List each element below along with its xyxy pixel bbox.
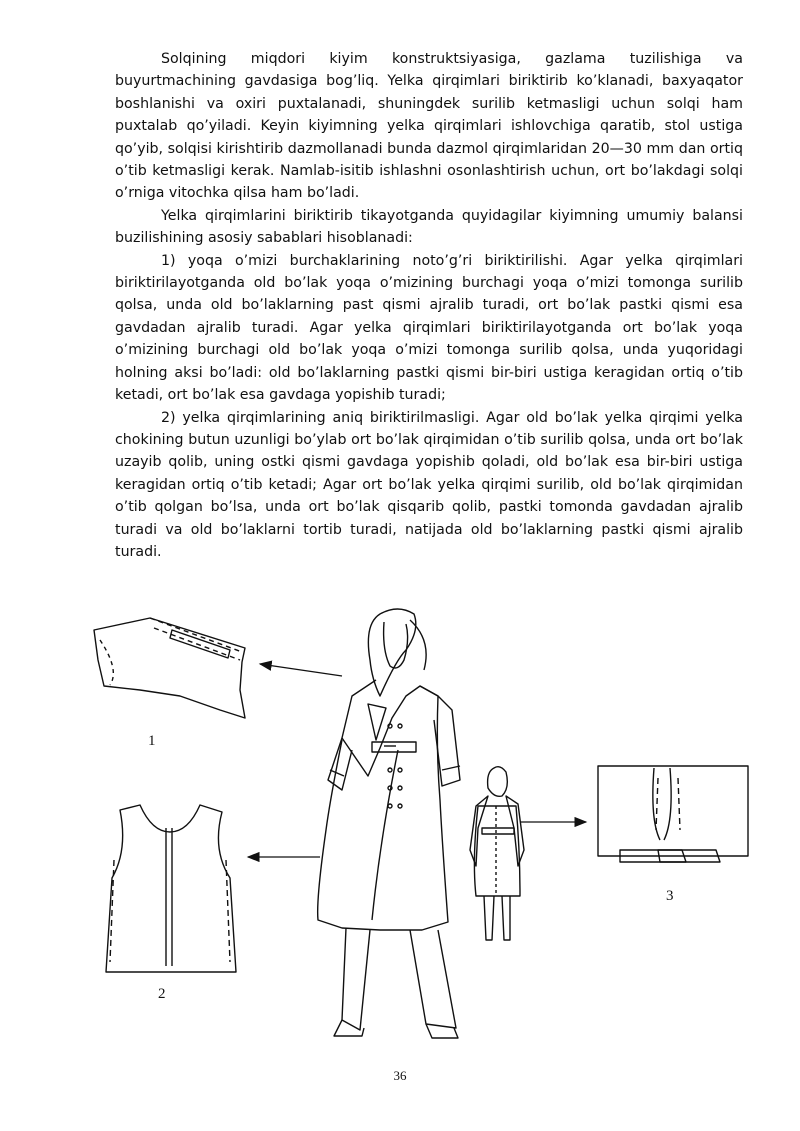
front-panel-detail — [106, 805, 236, 972]
paragraph-3: 1) yoqa o’mizi burchaklarining noto’g’ri biriktirilishi. Agar yelka qirqimlari biriktirilayotganda old bo’lak yoqa o’mizining burchagi yoqa o’mizi tomonga surilib qolsa, unda old bo’laklarning past qismi ajralib turadi, ort bo’lak pastki qismi esa gavdadan ajralib turadi. Agar yelka qirqimlari biriktirilayotganda ort bo’lak yoqa o’mizining burchagi old bo’lak yoqa o’mizi tomonga surilib qolsa, unda yuqoridagi holning aksi bo’ladi: old bo’laklarning pastki qismi bir-biri ustiga keragidan ortiq o’tib ketadi, ort bo’lak esa gavdaga yopishib turadi; — [115, 252, 743, 404]
woman-trench-coat-sketch — [318, 609, 460, 1038]
garment-figure — [80, 600, 760, 1050]
figure-label-3: 3 — [666, 888, 674, 904]
paragraph-1: Solqining miqdori kiyim konstruktsiyasiga, gazlama tuzilishiga va buyurtmachining gavdasiga bog’liq. Yelka qirqimlari biriktirib ko’klanadi, baxyaqator boshlanishi va oxiri puxtalanadi, shuningdek surilib ketmasligi uchun solqi ham puxtalab qo’yiladi. Keyin kiyimning yelka qirqimlari ishlovchiga qaratib, stol ustiga qo’yib, solqisi kirishtirib dazmollanadi bunda dazmol qirqimlaridan 20—30 mm dan ortiq o’tib ketmasligi kerak. Namlab-isitib ishlashni osonlashtirish uchun, ort bo’lakdagi solqi o’rniga vitochka qilsa ham bo’ladi. — [115, 51, 743, 202]
page-number: 36 — [393, 1068, 407, 1083]
figure-label-2: 2 — [158, 986, 166, 1002]
paragraph-4: 2) yelka qirqimlarining aniq biriktirilmasligi. Agar old bo’lak yelka qirqimi yelka chokining butun uzunligi bo’ylab ort bo’lak qirqimidan o’tib surilib qolsa, unda ort bo’lak uzayib qolib, uning ostki qismi gavdaga yopishib qoladi, old bo’lak esa bir-biri ustiga keragidan ortiq o’tib ketadi; Agar ort bo’lak yelka qirqimi surilib, old bo’lak qirqimidan o’tib qolgan bo’lsa, unda ort bo’lak qisqarib qolib, pastki tomonda gavdadan ajralib turadi va old bo’laklarni tortib turadi, natijada old bo’laklarning pastki qismi ajralib turadi. — [115, 409, 743, 560]
pointer-arrows — [248, 664, 586, 857]
shoulder-seam-detail — [94, 618, 245, 718]
figure-illustration — [80, 600, 760, 1050]
paragraph-2: Yelka qirqimlarini biriktirib tikayotganda quyidagilar kiyimning umumiy balansi buzilishining asosiy sabablari hisoblanadi: — [115, 207, 743, 247]
back-view-figure-sketch — [470, 767, 524, 940]
hem-vent-detail — [598, 766, 748, 862]
figure-label-1: 1 — [148, 733, 156, 749]
arrow-to-detail-1 — [260, 664, 342, 676]
body-text — [115, 48, 743, 563]
